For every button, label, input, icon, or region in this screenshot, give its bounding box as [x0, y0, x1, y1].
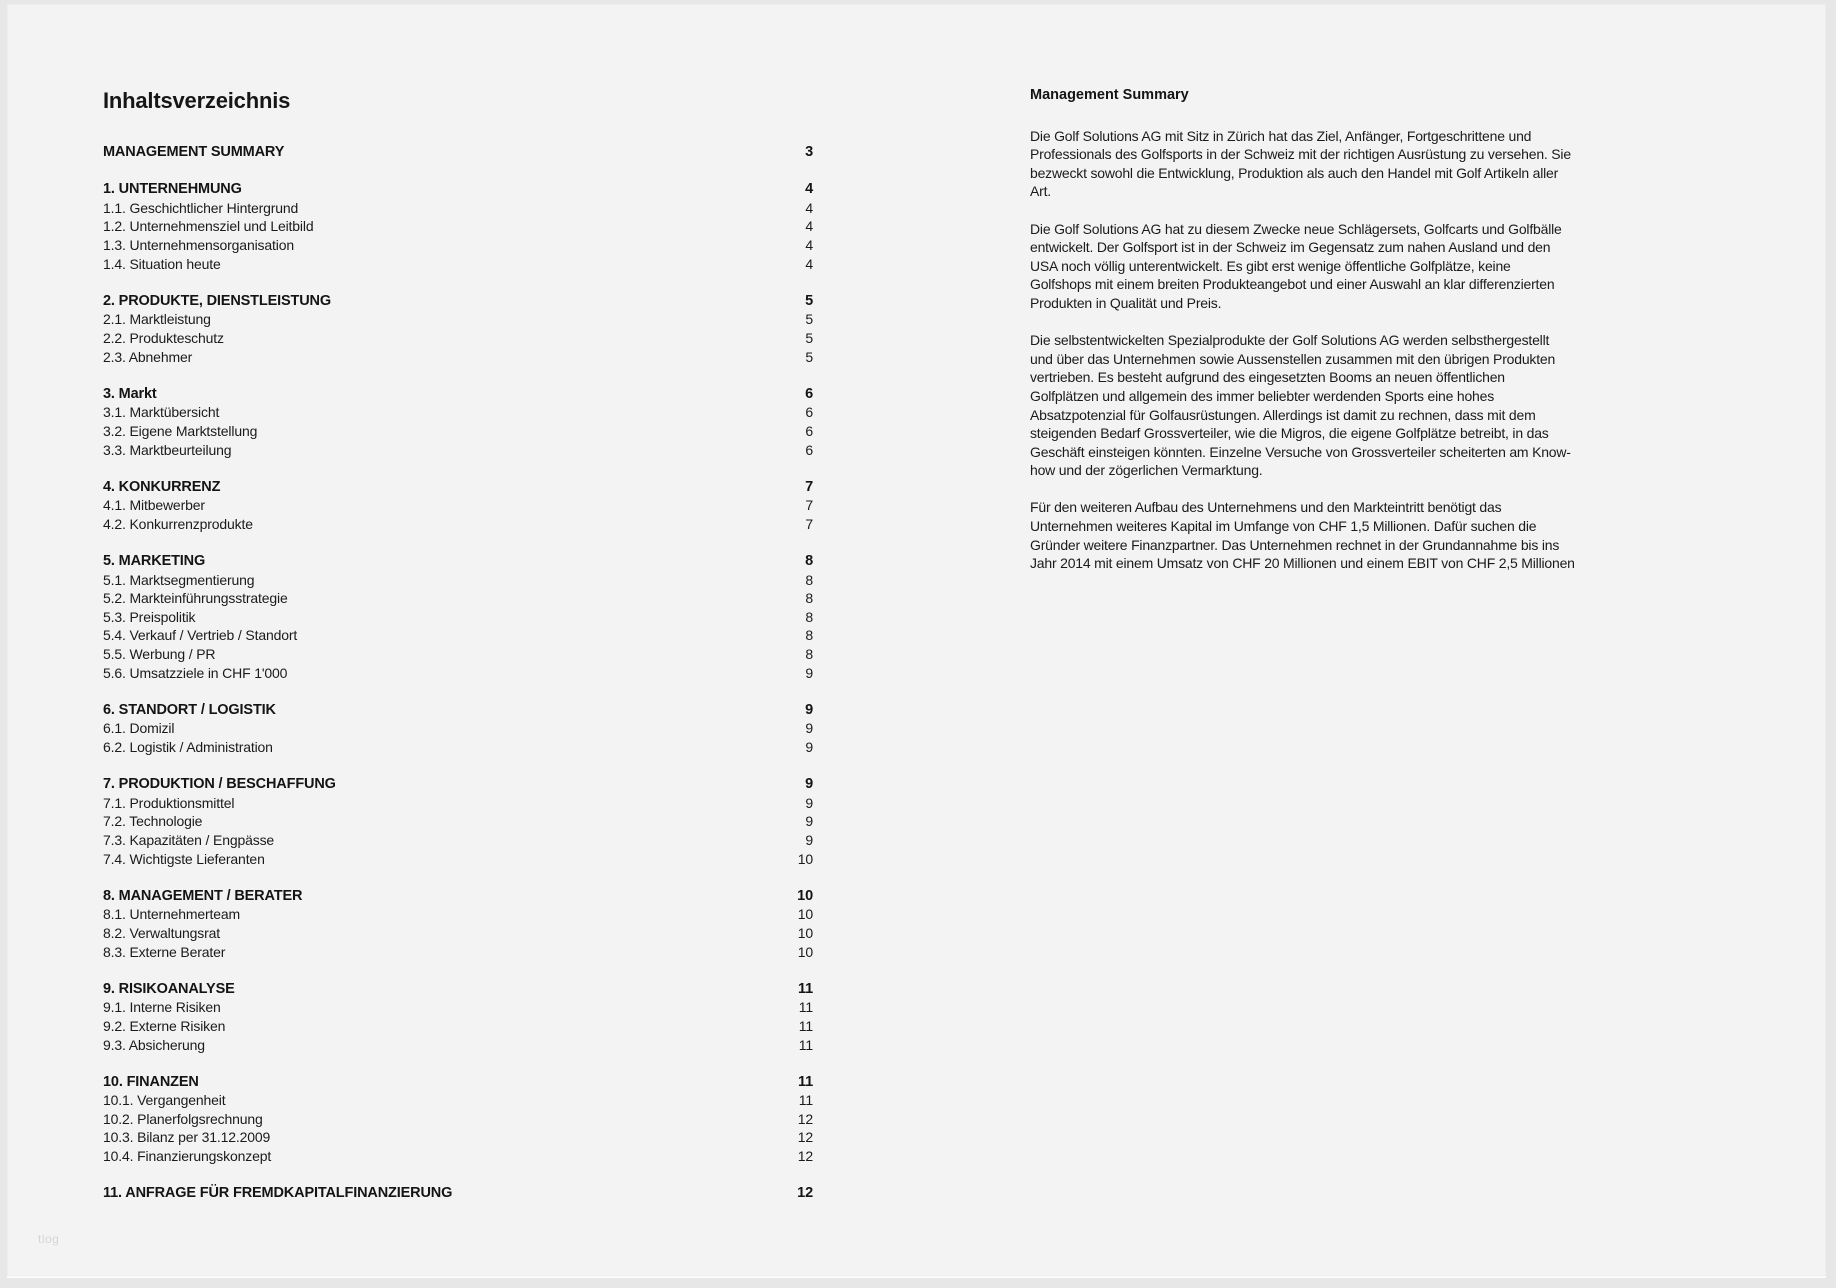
- toc-entry: [103, 515, 813, 534]
- toc-entry-page: 9: [805, 720, 813, 737]
- toc-entry-page: 3: [805, 144, 813, 160]
- toc-entry-page: 11: [798, 999, 813, 1016]
- toc-entry: [103, 422, 813, 441]
- toc-entry-label: 10.1. Vergangenheit: [103, 1092, 226, 1109]
- toc-section-header: [103, 701, 813, 720]
- toc-entry-page: 7: [805, 515, 813, 532]
- toc-entry-label: 9. RISIKOANALYSE: [103, 980, 235, 997]
- toc-entry-page: 8: [805, 608, 813, 625]
- toc-entry-page: 12: [797, 1185, 813, 1202]
- toc-entry-page: 11: [797, 1073, 813, 1090]
- toc-entry-label: 6.2. Logistik / Administration: [103, 739, 273, 755]
- toc-entry-label: 2.3. Abnehmer: [103, 348, 193, 365]
- toc-section: [103, 143, 813, 162]
- toc-entry: [103, 608, 813, 627]
- toc-section: [103, 1073, 813, 1166]
- toc-entry: [103, 496, 813, 515]
- toc-entry-page: 12: [797, 1148, 813, 1165]
- toc-entry-label: 10. FINANZEN: [103, 1073, 199, 1090]
- toc-entry-label: 7.2. Technologie: [103, 813, 203, 830]
- toc-entry-page: 7: [805, 478, 813, 495]
- toc-entry-label: 3.3. Marktbeurteilung: [103, 441, 232, 458]
- toc-entry-label: 6. STANDORT / LOGISTIK: [103, 701, 276, 718]
- toc-entry-page: 9: [805, 701, 813, 718]
- toc-entry-label: 8. MANAGEMENT / BERATER: [103, 887, 303, 904]
- toc-section: [103, 701, 813, 757]
- toc-entry-page: 4: [805, 218, 813, 235]
- toc-entry-label: 3. Markt: [103, 385, 157, 402]
- toc-entry-page: 6: [805, 422, 813, 439]
- toc-entry-label: 7.4. Wichtigste Lieferanten: [103, 850, 265, 867]
- summary-title: Management Summary: [1030, 87, 1189, 103]
- toc-entry-label: 3.2. Eigene Marktstellung: [103, 422, 258, 439]
- toc-entry: [103, 310, 813, 329]
- toc-entry-label: 2.1. Marktleistung: [103, 311, 211, 328]
- toc-entry: [103, 1147, 813, 1166]
- toc-entry-label: 3.1. Marktübersicht: [103, 404, 220, 421]
- toc-entry-page: 9: [805, 813, 813, 830]
- toc-entry-page: 9: [805, 794, 813, 811]
- toc-section-header: [103, 1073, 813, 1092]
- toc-entry: [103, 831, 813, 850]
- toc-entry-label: 9.2. Externe Risiken: [103, 1017, 226, 1034]
- toc-entry-page: 10: [797, 924, 813, 941]
- toc-entry-page: 4: [805, 236, 813, 253]
- toc-entry: [103, 1036, 813, 1055]
- toc-entry: [103, 738, 813, 757]
- toc-entry-page: 5: [805, 329, 813, 346]
- toc-entry: [103, 1017, 813, 1036]
- toc-section-header: [103, 292, 813, 311]
- toc-section-header: [103, 887, 813, 906]
- toc-entry-label: 10.3. Bilanz per 31.12.2009: [103, 1129, 271, 1146]
- toc-entry: [103, 794, 813, 813]
- toc-entry: [103, 403, 813, 422]
- management-summary: [1030, 86, 1575, 573]
- toc-section-header: [103, 980, 813, 999]
- toc-section-header: [103, 180, 813, 199]
- toc-entry: [103, 943, 813, 962]
- toc-entry: [103, 199, 813, 218]
- toc-entry: [103, 236, 813, 255]
- toc-entry-page: 8: [805, 553, 813, 570]
- toc-entry-page: 4: [805, 181, 813, 198]
- toc-entry-page: 9: [805, 664, 813, 681]
- toc-section: [103, 552, 813, 682]
- toc-entry-page: 11: [798, 1092, 813, 1109]
- toc-entry: [103, 1110, 813, 1129]
- toc-entry-page: 6: [805, 385, 813, 402]
- toc-section: [103, 980, 813, 1054]
- toc-entry: [103, 217, 813, 236]
- toc-entry-page: 10: [797, 887, 813, 904]
- toc-entry-label: 4.2. Konkurrenzprodukte: [103, 515, 253, 532]
- summary-paragraph: Die Golf Solutions AG mit Sitz in Zürich hat das Ziel, Anfänger, Fortgeschrittene und Professionals des Golfsports in der Schweiz mit der richtigen Ausrüstung zu versehen. Sie bezweckt sowohl die Entwicklung, Produktion als auch den Handel mit Golf Artikeln aller Art.: [1030, 127, 1571, 200]
- toc-entry-page: 11: [798, 1036, 813, 1053]
- toc-entry-page: 11: [797, 980, 813, 997]
- toc-entry-page: 4: [805, 199, 813, 216]
- toc-entry-page: 6: [805, 404, 813, 421]
- toc-entry-label: 5.5. Werbung / PR: [103, 646, 216, 663]
- toc-section-header: [103, 775, 813, 794]
- toc-entry-label: 2. PRODUKTE, DIENSTLEISTUNG: [103, 292, 331, 309]
- toc-entry-page: 6: [805, 441, 813, 458]
- toc-entry-label: 2.2. Produkteschutz: [103, 329, 224, 346]
- toc-entry: [103, 924, 813, 943]
- toc-entry-label: 6.1. Domizil: [103, 720, 175, 737]
- watermark: tlog: [38, 1232, 60, 1246]
- toc-entry-label: 1.2. Unternehmensziel und Leitbild: [103, 218, 314, 235]
- toc-section: [103, 1184, 813, 1203]
- toc-entry-page: 5: [805, 311, 813, 328]
- toc-entry-page: 9: [805, 739, 813, 755]
- toc-section-header: [103, 385, 813, 404]
- toc-entry-label: 8.1. Unternehmerteam: [103, 906, 241, 923]
- toc-entry-page: 8: [805, 571, 813, 588]
- toc-entry: [103, 626, 813, 645]
- toc-entry-label: 4. KONKURRENZ: [103, 478, 221, 495]
- toc-entry: [103, 329, 813, 348]
- toc-entry-page: 9: [805, 776, 813, 793]
- toc-section-header: [103, 552, 813, 571]
- toc-entry-page: 10: [797, 850, 813, 867]
- toc-entry-label: 1. UNTERNEHMUNG: [103, 181, 242, 198]
- toc-section-header: [103, 1184, 813, 1203]
- toc-entry-label: 5. MARKETING: [103, 553, 206, 570]
- toc-entry-page: 10: [797, 943, 813, 960]
- toc-section: [103, 887, 813, 961]
- toc-entry: [103, 998, 813, 1017]
- toc-entry-page: 4: [805, 255, 813, 272]
- summary-paragraph: Die Golf Solutions AG hat zu diesem Zwecke neue Schlägersets, Golfcarts und Golfbälle entwickelt. Der Golfsport ist in der Schweiz im Gegensatz zum nahen Ausland und den USA noch völlig unterentwickelt. Es gibt erst wenige öffentliche Golfplätze, keine Golfshops mit einem breiten Produkteangebot und einer Auswahl an klar differenzierten Produkten in Qualität und Preis.: [1030, 220, 1562, 311]
- toc-entry-label: 7.3. Kapazitäten / Engpässe: [103, 831, 275, 848]
- toc-entry: [103, 571, 813, 590]
- toc-entry-label: 8.3. Externe Berater: [103, 943, 226, 960]
- toc-entry-label: 1.3. Unternehmensorganisation: [103, 236, 294, 253]
- toc-entry-label: 4.1. Mitbewerber: [103, 497, 205, 514]
- toc-section-header: [103, 143, 813, 162]
- toc-section: [103, 385, 813, 459]
- summary-paragraph: Für den weiteren Aufbau des Unternehmens und den Markteintritt benötigt das Unternehmen weiteres Kapital im Umfange von CHF 1,5 Millionen. Dafür suchen die Gründer weitere Finanzpartner. Das Unternehmen rechnet in der Grundannahme bis ins Jahr 2014 mit einem Umsatz von CHF 20 Millionen und einem EBIT von CHF 2,5 Millionen: [1030, 499, 1575, 572]
- toc-entry: [103, 645, 813, 664]
- toc-entry-page: 8: [805, 646, 813, 663]
- toc-entry-page: 8: [805, 627, 813, 644]
- toc-entry-page: 7: [805, 497, 813, 514]
- toc-entry-label: 10.4. Finanzierungskonzept: [103, 1148, 272, 1165]
- toc-entry-label: 5.6. Umsatzziele in CHF 1'000: [103, 664, 288, 681]
- toc-entry: [103, 255, 813, 274]
- toc-entry-page: 12: [797, 1110, 813, 1127]
- toc-entry-label: 8.2. Verwaltungsrat: [103, 924, 220, 941]
- toc-entry-label: 1.1. Geschichtlicher Hintergrund: [103, 199, 299, 216]
- toc-section: [103, 180, 813, 273]
- toc-entry-label: 5.1. Marktsegmentierung: [103, 571, 255, 588]
- toc-list: [103, 143, 813, 1203]
- toc-entry: [103, 1091, 813, 1110]
- toc-entry-page: 11: [798, 1017, 813, 1034]
- toc-entry-label: 1.4. Situation heute: [103, 255, 221, 272]
- toc-entry-label: 10.2. Planerfolgsrechnung: [103, 1110, 263, 1127]
- toc-section: [103, 775, 813, 868]
- toc-section: [103, 478, 813, 534]
- toc-section: [103, 292, 813, 366]
- toc-section-header: [103, 478, 813, 497]
- toc-entry-page: 8: [805, 590, 813, 607]
- summary-paragraphs: [1030, 127, 1575, 573]
- toc-entry: [103, 441, 813, 460]
- toc-entry-label: 9.1. Interne Risiken: [103, 999, 221, 1016]
- toc-entry: [103, 905, 813, 924]
- toc-entry-label: 7. PRODUKTION / BESCHAFFUNG: [103, 776, 336, 793]
- toc-entry: [103, 1128, 813, 1147]
- toc-entry-page: 5: [805, 292, 813, 309]
- toc-entry: [103, 719, 813, 738]
- toc-entry-label: 5.3. Preispolitik: [103, 608, 196, 625]
- document-page: [7, 4, 1826, 1278]
- toc-entry: [103, 664, 813, 683]
- toc-entry: [103, 348, 813, 367]
- toc-entry-label: 7.1. Produktionsmittel: [103, 794, 235, 811]
- toc-entry: [103, 589, 813, 608]
- toc-entry-label: MANAGEMENT SUMMARY: [103, 144, 285, 160]
- toc-entry-page: 9: [805, 831, 813, 848]
- toc-entry-label: 5.2. Markteinführungsstrategie: [103, 590, 288, 607]
- toc-entry-page: 10: [797, 906, 813, 923]
- summary-paragraph: Die selbstentwickelten Spezialprodukte der Golf Solutions AG werden selbsthergestellt und über das Unternehmen sowie Aussenstellen zusammen mit den übrigen Produkten vertrieben. Es besteht aufgrund des eingesetzten Booms an neuen öffentlichen Golfplätzen und allgemein des immer beliebter werdenden Sports eine hohes Absatzpotenzial für Golfausrüstungen. Allerdings ist damit zu rechnen, dass mit dem steigenden Bedarf Grossverteiler, wie die Migros, die eigene Golfplätze betreibt, in das Geschäft einsteigen könnten. Einzelne Versuche von Grossverteiler scheiterten am Know-how und der zögerlichen Vermarktung.: [1030, 332, 1571, 479]
- toc-entry-page: 12: [797, 1129, 813, 1146]
- toc-entry: [103, 850, 813, 869]
- toc-entry-label: 5.4. Verkauf / Vertrieb / Standort: [103, 627, 298, 644]
- toc-entry-page: 5: [805, 348, 813, 365]
- toc-title: Inhaltsverzeichnis: [103, 88, 291, 113]
- toc-entry: [103, 812, 813, 831]
- toc-entry-label: 9.3. Absicherung: [103, 1036, 205, 1053]
- toc-entry-label: 11. ANFRAGE FÜR FREMDKAPITALFINANZIERUNG: [103, 1185, 453, 1202]
- table-of-contents: [103, 88, 813, 1203]
